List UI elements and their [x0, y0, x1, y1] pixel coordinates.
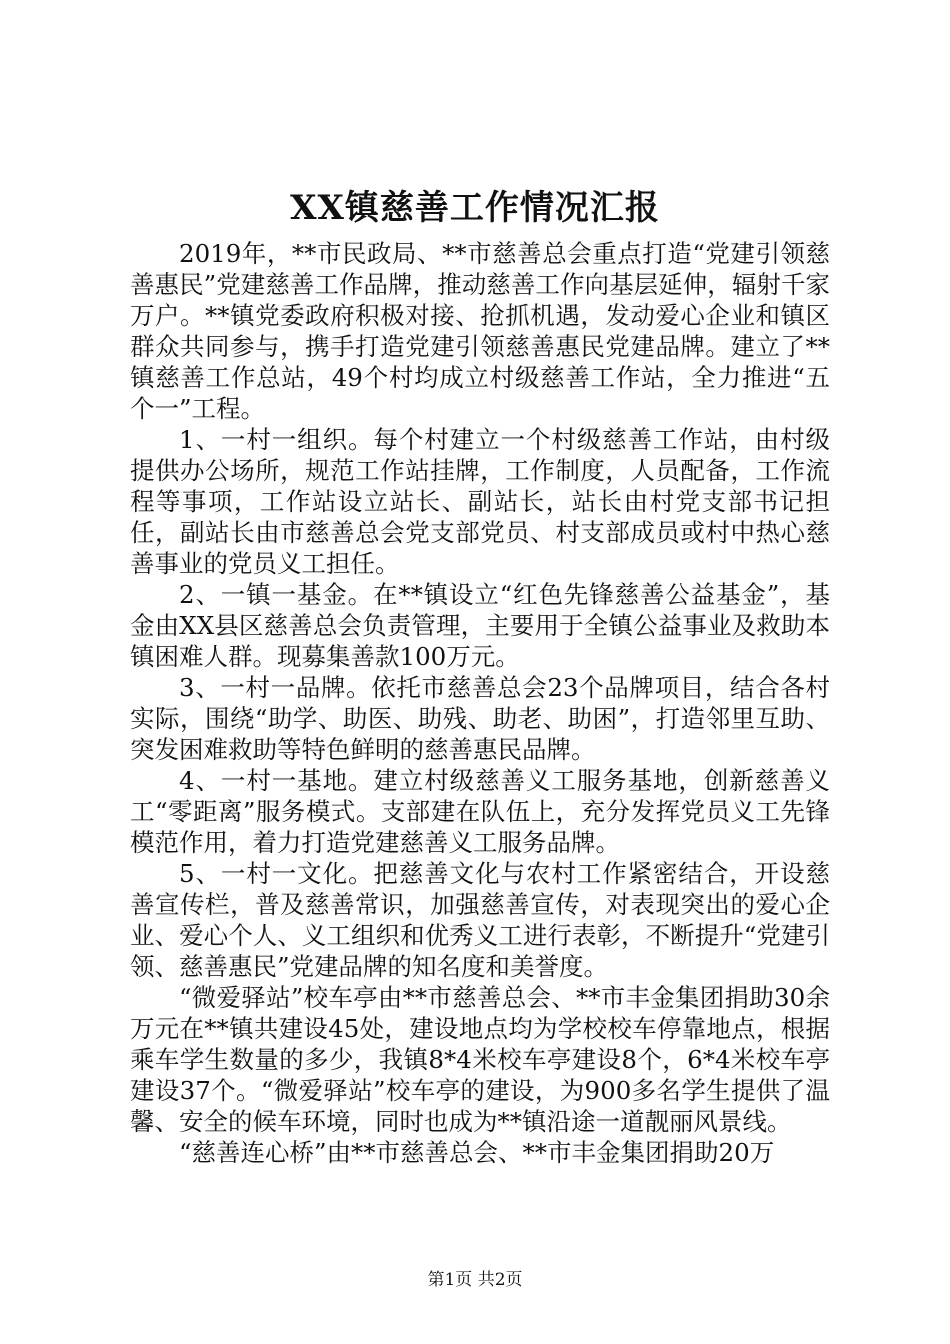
- paragraph-bridge: “慈善连心桥”由**市慈善总会、**市丰金集团捐助20万: [179, 1138, 775, 1167]
- paragraph-bus-shelter: “微爱驿站”校车亭由**市慈善总会、**市丰金集团捐助30余万元在**镇共建设45处，建设地点均为学校校车停靠地点，根据乘车学生数量的多少，我镇8*4米校车亭建设8个，6*4米校车亭建设37个。“微爱驿站”校车亭的建设，为900多名学生提供了温馨、安全的候车环境，同时也成为**镇沿途一道靓丽风景线。: [130, 983, 830, 1136]
- page-number-footer: 第1页 共2页: [427, 1270, 523, 1290]
- paragraph-item-1: 1、一村一组织。每个村建立一个村级慈善工作站，由村级提供办公场所，规范工作站挂牌，工作制度，人员配备，工作流程等事项，工作站设立站长、副站长，站长由村党支部书记担任，副站长由市慈善总会党支部党员、村支部成员或村中热心慈善事业的党员义工担任。: [130, 425, 830, 578]
- paragraph-item-4: 4、一村一基地。建立村级慈善义工服务基地，创新慈善义工“零距离”服务模式。支部建在队伍上，充分发挥党员义工先锋模范作用，着力打造党建慈善义工服务品牌。: [130, 766, 830, 857]
- paragraph-item-2: 2、一镇一基金。在**镇设立“红色先锋慈善公益基金”，基金由XX县区慈善总会负责管理，主要用于全镇公益事业及救助本镇困难人群。现募集善款100万元。: [130, 580, 830, 671]
- document-title: XX镇慈善工作情况汇报: [290, 188, 660, 228]
- paragraph-intro: 2019年，**市民政局、**市慈善总会重点打造“党建引领慈善惠民”党建慈善工作品牌，推动慈善工作向基层延伸，辐射千家万户。**镇党委政府积极对接、抢抓机遇，发动爱心企业和镇区群众共同参与，携手打造党建引领慈善惠民党建品牌。建立了**镇慈善工作总站，49个村均成立村级慈善工作站，全力推进“五个一”工程。: [130, 239, 830, 423]
- paragraph-item-3: 3、一村一品牌。依托市慈善总会23个品牌项目，结合各村实际，围绕“助学、助医、助残、助老、助困”，打造邻里互助、突发困难救助等特色鲜明的慈善惠民品牌。: [130, 673, 830, 764]
- document-body: [130, 238, 830, 1168]
- paragraph-item-5: 5、一村一文化。把慈善文化与农村工作紧密结合，开设慈善宣传栏，普及慈善常识，加强慈善宣传，对表现突出的爱心企业、爱心个人、义工组织和优秀义工进行表彰，不断提升“党建引领、慈善惠民”党建品牌的知名度和美誉度。: [130, 859, 830, 981]
